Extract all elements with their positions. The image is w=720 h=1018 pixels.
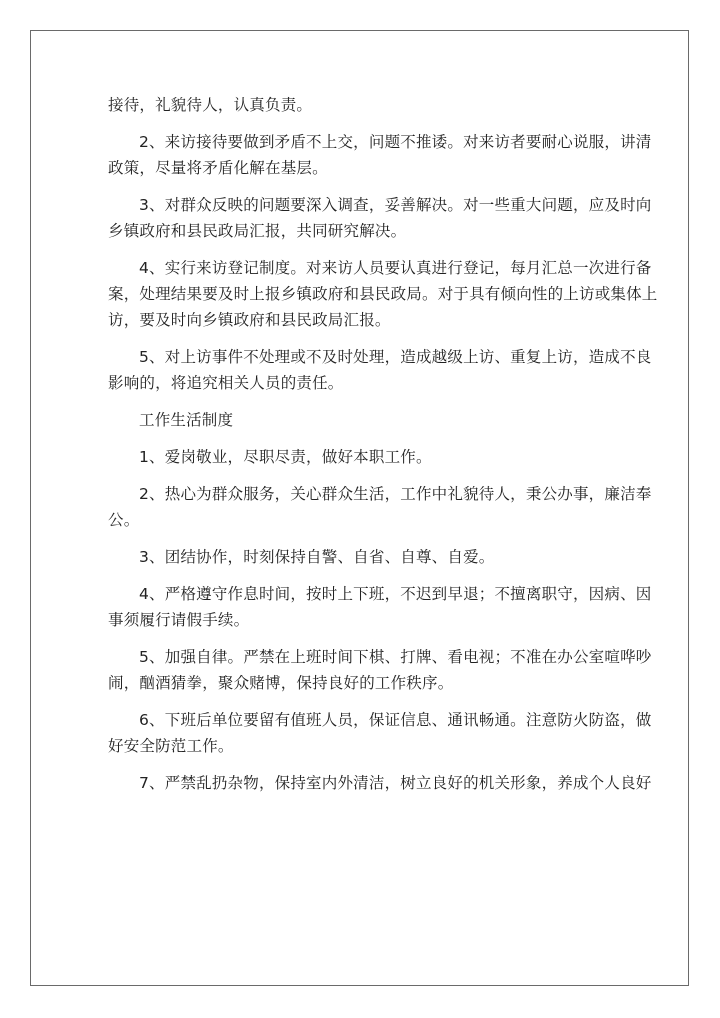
paragraph-p7 [108, 481, 652, 533]
text-line: 闹，酗酒猜拳，聚众赌博，保持良好的工作秩序。 [108, 674, 454, 692]
text-line: 1、爱岗敬业，尽职尽责，做好本职工作。 [139, 448, 432, 466]
text-line: 4、严格遵守作息时间，按时上下班，不迟到早退；不擅离职守，因病、因 [139, 585, 652, 603]
document-body [108, 92, 658, 796]
paragraph-p10 [108, 644, 652, 696]
paragraph-spacer [108, 181, 616, 192]
paragraph-spacer [108, 470, 616, 481]
text-line: 5、加强自律。严禁在上班时间下棋、打牌、看电视；不准在办公室喧哗吵 [139, 648, 652, 666]
paragraph-p8 [108, 544, 616, 570]
text-line: 2、来访接待要做到矛盾不上交，问题不推诿。对来访者要耐心说服，讲清 [139, 133, 652, 151]
paragraph-spacer [108, 244, 616, 255]
paragraph-spacer [108, 696, 616, 707]
paragraph-p2 [108, 192, 652, 244]
paragraph-p12 [108, 770, 652, 796]
paragraph-p11 [108, 707, 652, 759]
text-line: 7、严禁乱扔杂物，保持室内外清洁，树立良好的机关形象，养成个人良好 [139, 774, 652, 792]
text-line: 工作生活制度 [139, 411, 234, 429]
text-line: 访，要及时向乡镇政府和县民政局汇报。 [108, 311, 391, 329]
paragraph-p9 [108, 581, 652, 633]
paragraph-spacer [108, 533, 616, 544]
text-line: 乡镇政府和县民政局汇报，共同研究解决。 [108, 222, 407, 240]
paragraph-spacer [108, 396, 616, 407]
text-line: 4、实行来访登记制度。对来访人员要认真进行登记，每月汇总一次进行备 [139, 259, 652, 277]
paragraph-p0 [108, 92, 616, 118]
text-line: 6、下班后单位要留有值班人员，保证信息、通讯畅通。注意防火防盗，做 [139, 711, 652, 729]
paragraph-spacer [108, 759, 616, 770]
paragraph-spacer [108, 333, 616, 344]
text-line: 2、热心为群众服务，关心群众生活，工作中礼貌待人，秉公办事，廉洁奉 [139, 485, 652, 503]
paragraph-p5 [108, 407, 616, 433]
text-line: 接待，礼貌待人，认真负责。 [108, 96, 313, 114]
paragraph-spacer [108, 570, 616, 581]
text-line: 3、对群众反映的问题要深入调查，妥善解决。对一些重大问题，应及时向 [139, 196, 652, 214]
text-line: 5、对上访事件不处理或不及时处理，造成越级上访、重复上访，造成不良 [139, 348, 652, 366]
paragraph-spacer [108, 118, 616, 129]
text-line: 3、团结协作，时刻保持自警、自省、自尊、自爱。 [139, 548, 495, 566]
paragraph-p6 [108, 444, 616, 470]
paragraph-spacer [108, 433, 616, 444]
text-line: 好安全防范工作。 [108, 737, 234, 755]
text-line: 政策，尽量将矛盾化解在基层。 [108, 159, 328, 177]
text-line: 影响的，将追究相关人员的责任。 [108, 374, 344, 392]
text-line: 事须履行请假手续。 [108, 611, 250, 629]
paragraph-p1 [108, 129, 652, 181]
paragraph-p4 [108, 344, 652, 396]
paragraph-p3 [108, 255, 658, 333]
paragraph-spacer [108, 633, 616, 644]
text-line: 公。 [108, 511, 140, 529]
text-line: 案，处理结果要及时上报乡镇政府和县民政局。对于具有倾向性的上访或集体上 [108, 285, 658, 303]
